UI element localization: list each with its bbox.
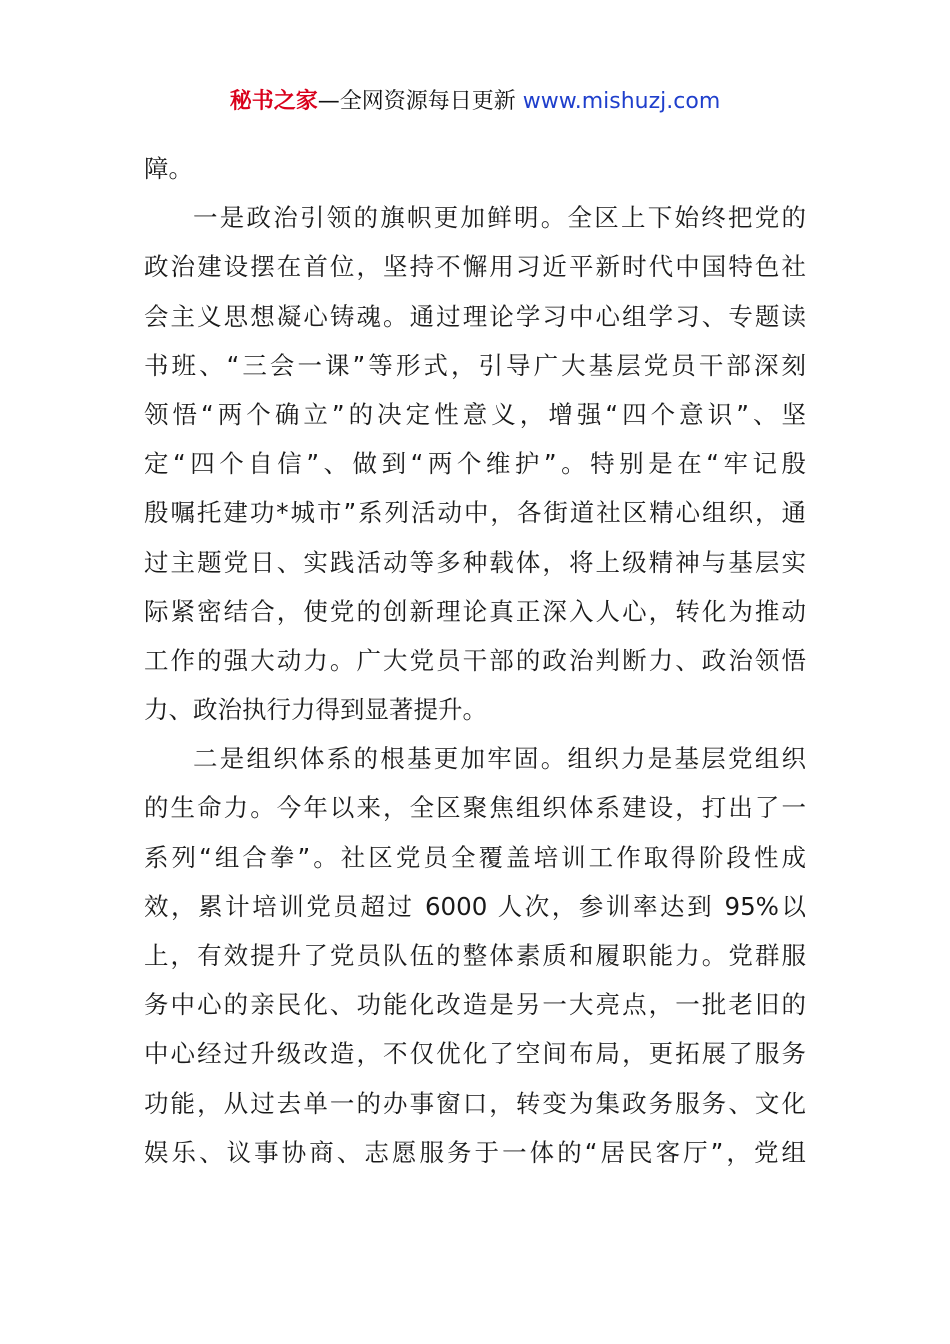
text-line: 障。: [144, 154, 193, 183]
text-line: 殷嘱托建功*城市”系列活动中，各街道社区精心组织，通: [144, 498, 806, 528]
text-line: 会主义思想凝心铸魂。通过理论学习中心组学习、专题读: [144, 301, 806, 331]
text-line: 力、政治执行力得到显著提升。: [144, 695, 487, 725]
text-line: 过主题党日、实践活动等多种载体，将上级精神与基层实: [144, 547, 806, 577]
document-body: [144, 144, 806, 1177]
text-line: 务中心的亲民化、功能化改造是另一大亮点，一批老旧的: [144, 990, 806, 1020]
site-url-link[interactable]: www.mishuzj.com: [522, 89, 721, 114]
text-line: 功能，从过去单一的办事窗口，转变为集政务服务、文化: [144, 1088, 806, 1118]
text-line: 际紧密结合，使党的创新理论真正深入人心，转化为推动: [144, 596, 806, 626]
text-line: 上，有效提升了党员队伍的整体素质和履职能力。党群服: [144, 941, 806, 970]
text-line: 领悟“两个确立”的决定性意义，增强“四个意识”、坚: [144, 399, 806, 429]
text-line: 政治建设摆在首位，坚持不懈用习近平新时代中国特色社: [144, 252, 806, 282]
text-line: 书班、“三会一课”等形式，引导广大基层党员干部深刻: [144, 350, 806, 380]
text-line: 中心经过升级改造，不仅优化了空间布局，更拓展了服务: [144, 1039, 806, 1069]
text-line: 效，累计培训党员超过 6000 人次，参训率达到 95%以: [144, 891, 806, 921]
paragraph-first-line: 一是政治引领的旗帜更加鲜明。全区上下始终把党的: [193, 203, 806, 233]
text-line: 的生命力。今年以来，全区聚焦组织体系建设，打出了一: [144, 793, 806, 823]
text-line: 系列“组合拳”。社区党员全覆盖培训工作取得阶段性成: [144, 842, 806, 872]
header-tagline: —全网资源每日更新: [317, 89, 523, 114]
text-line: 定“四个自信”、做到“两个维护”。特别是在“牢记殷: [144, 449, 806, 479]
paragraph-first-line: 二是组织体系的根基更加牢固。组织力是基层党组织: [193, 744, 806, 774]
text-line: 娱乐、议事协商、志愿服务于一体的“居民客厅”，党组: [144, 1137, 806, 1167]
brand-name: 秘书之家: [229, 89, 318, 114]
text-line: 工作的强大动力。广大党员干部的政治判断力、政治领悟: [144, 645, 806, 675]
page-header: [0, 86, 950, 118]
